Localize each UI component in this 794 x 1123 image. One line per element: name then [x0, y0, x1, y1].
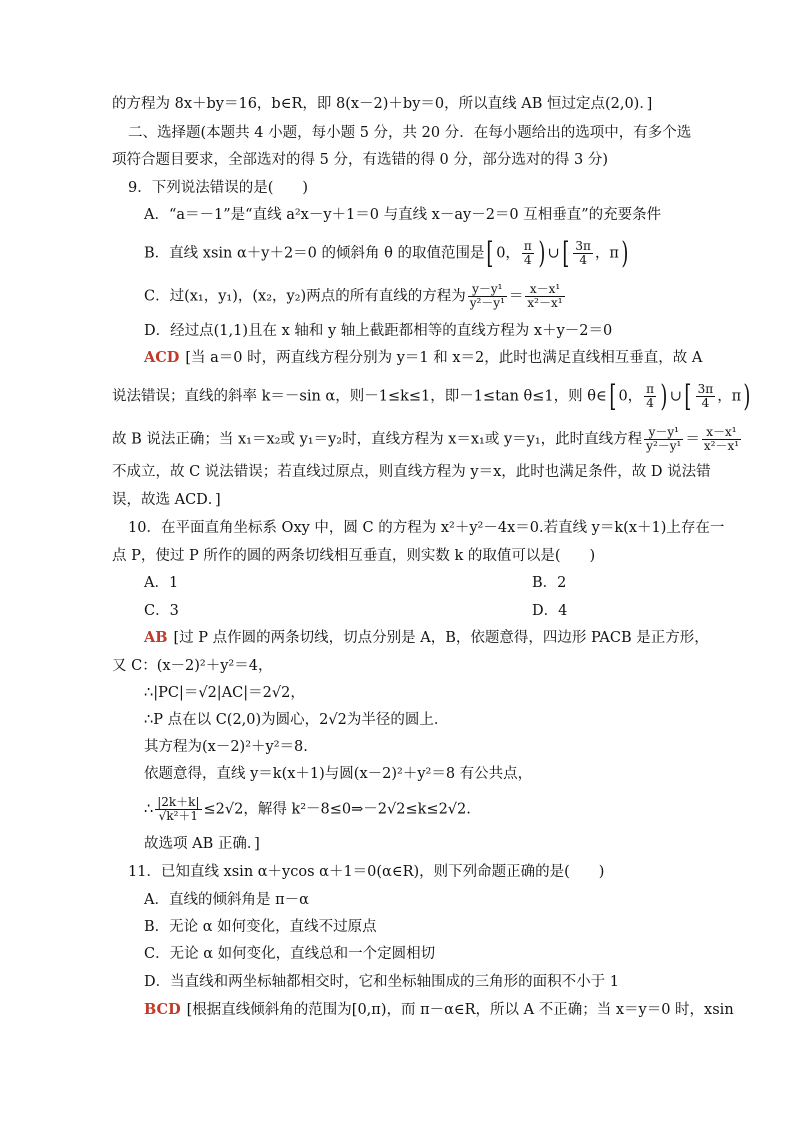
denominator: 4 [701, 396, 710, 410]
answer-11-line-1 [144, 1000, 734, 1020]
answer-text: 说法错误；直线的斜率 k＝－sin α，则－1≤k≤1，即－1≤tan θ≤1，则 θ∈ [112, 388, 607, 405]
numerator: |2k＋k| [157, 795, 200, 809]
option-c-text: C．过(x₁，y₁)，(x₂，y₂)两点的所有直线的方程为 [144, 288, 466, 305]
option-d: D．4 [532, 603, 568, 619]
option-b: B．2 [532, 575, 567, 591]
answer-text: [过 P 点作圆的两条切线，切点分别是 A，B，依题意得，四边形 PACB 是正方形， [173, 630, 709, 646]
question-9: 9．下列说法错误的是( ) [128, 180, 309, 196]
answer-10-line-3: ∴|PC|＝√2|AC|＝2√2， [144, 685, 305, 701]
fraction [525, 283, 564, 310]
fraction [702, 426, 741, 453]
interval-start: 0， [618, 388, 643, 405]
denominator: y²－y¹ [469, 296, 505, 310]
section-heading: 二、选择题(本题共 4 小题，每小题 5 分，共 20 分．在每小题给出的选项中，有多个选 [128, 125, 692, 141]
answer-9-line-4: 不成立，故 C 说法错误；若直线过原点，则直线方程为 y＝x，此时也满足条件，故 D 说法错 [112, 464, 711, 480]
denominator: √k²＋1 [158, 809, 199, 823]
denominator: y²－y¹ [646, 439, 682, 453]
denominator: x²－x¹ [527, 296, 563, 310]
denominator: 4 [579, 253, 587, 267]
option-c: C．3 [144, 603, 179, 619]
option-a: A．1 [144, 575, 179, 591]
numerator: 3π [697, 382, 714, 396]
answer-10-line-2: 又 C：(x－2)²＋y²＝4， [112, 658, 273, 674]
numerator: y－y¹ [468, 283, 507, 297]
numerator: π [523, 239, 532, 253]
numerator: y－y¹ [644, 426, 683, 440]
answer-text: 故 B 说法正确；当 x₁＝x₂或 y₁＝y₂时，直线方程为 x＝x₁或 y＝y₁，此时直线方程 [112, 431, 643, 448]
question-9-option-d: D．经过点(1,1)且在 x 轴和 y 轴上截距都相等的直线方程为 x＋y－2＝0 [144, 323, 613, 339]
answer-9-line-5: 误，故选 ACD．] [112, 492, 221, 508]
numerator: 3π [575, 239, 591, 253]
therefore-symbol: ∴ [144, 801, 154, 818]
question-9-option-c [144, 283, 567, 310]
answer-10-line-4: ∴P 点在以 C(2,0)为圆心，2√2为半径的圆上． [144, 712, 449, 728]
fraction [644, 383, 656, 410]
interval-end: ，π [717, 388, 742, 405]
question-11: 11．已知直线 xsin α＋ycos α＋1＝0(α∈R)，则下列命题正确的是( ) [128, 864, 605, 880]
answer-label: ACD [144, 349, 180, 366]
numerator: x－x¹ [702, 426, 741, 440]
equals: ＝ [508, 288, 524, 305]
answer-text: [当 a＝0 时，两直线方程分别为 y＝1 和 x＝2，此时也满足直线相互垂直，故 A [185, 350, 703, 366]
answer-10-line-1 [144, 628, 709, 648]
fraction [522, 240, 534, 267]
question-9-option-a: A．“a＝－1”是“直线 a²x－y＋1＝0 与直线 x－ay－2＝0 互相垂直”的充要条件 [144, 207, 662, 223]
answer-9-line-3 [112, 426, 743, 453]
denominator: 4 [524, 253, 532, 267]
question-10-line-2: 点 P，使过 P 所作的圆的两条切线相互垂直，则实数 k 的取值可以是( ) [112, 548, 596, 564]
bracket: [ [486, 235, 494, 271]
bracket: [ [562, 235, 570, 271]
answer-label: BCD [144, 1001, 181, 1018]
question-9-option-b [144, 235, 631, 271]
question-10-options-row-2 [144, 601, 568, 621]
union-symbol: ∪ [547, 245, 560, 262]
fraction [155, 796, 201, 823]
answer-text: ≤2√2，解得 k²－8≤0⇒－2√2≤k≤2√2. [203, 801, 471, 818]
numerator: x－x¹ [525, 283, 564, 297]
bracket: [ [609, 378, 617, 414]
fraction [644, 426, 683, 453]
answer-10-line-7 [144, 796, 471, 823]
fraction [696, 383, 716, 410]
answer-text: [根据直线倾斜角的范围为[0,π)，而 π－α∈R，所以 A 不正确；当 x＝y＝0 时，xsin [186, 1002, 734, 1018]
denominator: 4 [646, 396, 654, 410]
fraction [468, 283, 507, 310]
union-symbol: ∪ [669, 388, 682, 405]
answer-10-line-5: 其方程为(x－2)²＋y²＝8. [144, 739, 308, 755]
answer-9-line-1 [144, 348, 702, 368]
bracket: ) [660, 378, 668, 414]
question-11-option-b: B．无论 α 如何变化，直线不过原点 [144, 919, 377, 935]
text-line: 的方程为 8x＋by＝16，b∈R，即 8(x－2)＋by＝0，所以直线 AB 恒过定点(2,0)．] [112, 96, 653, 112]
question-11-option-c: C．无论 α 如何变化，直线总和一个定圆相切 [144, 946, 436, 962]
question-11-option-a: A．直线的倾斜角是 π－α [144, 892, 309, 908]
bracket: ) [743, 378, 751, 414]
question-10-options-row-1 [144, 573, 567, 593]
interval-start: 0， [496, 245, 520, 262]
equals: ＝ [685, 431, 700, 448]
question-10-line-1: 10．在平面直角坐标系 Oxy 中，圆 C 的方程为 x²＋y²－4x＝0.若直线 y＝k(x＋1)上存在一 [128, 520, 725, 536]
numerator: π [646, 382, 655, 396]
bracket: ) [621, 235, 629, 271]
answer-9-line-2 [112, 378, 753, 414]
denominator: x²－x¹ [703, 439, 740, 453]
bracket: ) [538, 235, 546, 271]
question-11-option-d: D．当直线和两坐标轴都相交时，它和坐标轴围成的三角形的面积不小于 1 [144, 974, 619, 990]
text-line: 项符合题目要求，全部选对的得 5 分，有选错的得 0 分，部分选对的得 3 分) [112, 152, 608, 168]
option-b-text: B．直线 xsin α＋y＋2＝0 的倾斜角 θ 的取值范围是 [144, 245, 485, 262]
bracket: [ [684, 378, 692, 414]
fraction [573, 240, 593, 267]
answer-10-line-6: 依题意得，直线 y＝k(x＋1)与圆(x－2)²＋y²＝8 有公共点， [144, 766, 533, 782]
answer-10-line-8: 故选项 AB 正确．] [144, 836, 260, 852]
answer-label: AB [144, 629, 168, 646]
interval-end: ，π [594, 245, 619, 262]
